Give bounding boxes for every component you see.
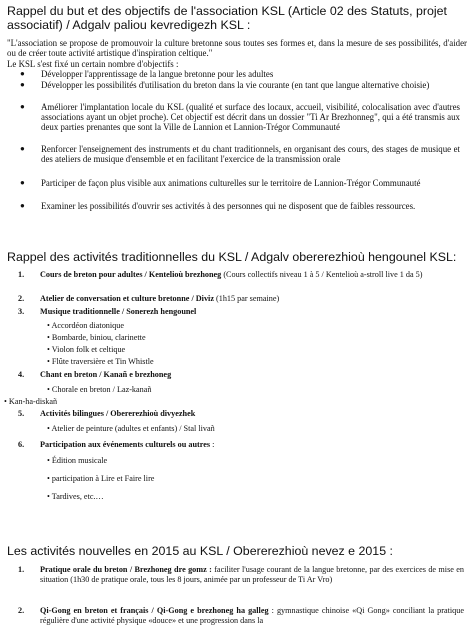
list-item: 2. Qi-Gong en breton et français / Qi-Gong e brezhoneg ha galleg : gymnastique chinoise «Qi Gong» conciliant la pratique régulière d'une activité physique «douce» et une progression dans la	[18, 606, 464, 625]
list-item: ● Examiner les possibilités d'ouvrir ses activités à des personnes qui ne disposent que de faibles ressources.	[20, 201, 416, 211]
list-item: 2. Atelier de conversation et culture bretonne / Diviz (1h15 par semaine)	[18, 294, 280, 303]
bullet-icon: ●	[20, 178, 25, 187]
list-item: • Tardives, etc.…	[47, 492, 104, 501]
intro-quote: "L'association se propose de promouvoir la culture bretonne sous toutes ses formes et, dans la mesure de ses possibilités, d'aider ou de créer toute activité artistique d'inspiration celtique."	[7, 38, 467, 58]
bullet-icon: ●	[20, 80, 25, 89]
objectives-lead: Le KSL s'est fixé un certain nombre d'objectifs :	[7, 59, 179, 69]
section-title-new-activities: Les activités nouvelles en 2015 au KSL / Obererezhioù nevez e 2015 :	[7, 544, 393, 558]
list-item: • Chorale en breton / Laz-kanañ	[47, 385, 152, 394]
bullet-icon: ●	[20, 102, 25, 111]
list-item: 3. Musique traditionnelle / Sonerezh hengounel	[18, 307, 197, 316]
list-item: 4. Chant en breton / Kanañ e brezhoneg	[18, 370, 172, 379]
list-item: • Bombarde, biniou, clarinette	[47, 333, 146, 342]
list-item: • Accordéon diatonique	[47, 321, 124, 330]
list-item: ● Développer les possibilités d'utilisation du breton dans la vie courante (en tant que langue alternative choisie)	[20, 80, 430, 90]
list-item: 1. Cours de breton pour adultes / Kentelioù brezhoneg (Cours collectifs niveau 1 à 5 / Kentelioù a-stroll live 1 da 5)	[18, 270, 423, 279]
list-item: ● Développer l'apprentissage de la langue bretonne pour les adultes	[20, 69, 274, 79]
list-item: • participation à Lire et Faire lire	[47, 474, 155, 483]
list-item: • Édition musicale	[47, 456, 108, 465]
list-item: 5. Activités bilingues / Obererezhioù divyezhek	[18, 409, 196, 418]
section-title-objectives: Rappel du but et des objectifs de l'association KSL (Article 02 des Statuts, projet associatif) / Adgalv paliou kevredigezh KSL :	[7, 4, 447, 32]
bullet-icon: ●	[20, 144, 25, 153]
list-item: • Atelier de peinture (adultes et enfants) / Stal livañ	[47, 424, 215, 433]
bullet-icon: ●	[20, 201, 25, 210]
list-item: ● Améliorer l'implantation locale du KSL (qualité et surface des locaux, accueil, visibilité, colocalisation avec d'autres associations ayant un objet proche). Cet objectif est décrit dans un dossier "Ti Ar Brezhonneg", qui a été transmis aux deux parties prenantes que sont la Ville de Lannion et Lannion-Trégor Communauté	[20, 102, 460, 132]
list-item: ● Renforcer l'enseignement des instruments et du chant traditionnels, en organisant des cours, des stages de musique et des ateliers de musique d'ensemble et en facilitant l'exercice de la transmission orale	[20, 144, 460, 164]
list-item: ● Participer de façon plus visible aux animations culturelles sur le territoire de Lannion-Trégor Communauté	[20, 178, 421, 188]
bullet-icon: ●	[20, 69, 25, 78]
list-item: 6. Participation aux événements culturels ou autres :	[18, 440, 215, 449]
list-item: • Violon folk et celtique	[47, 345, 126, 354]
section-title-traditional-activities: Rappel des activités traditionnelles du KSL / Adgalv obererezhioù hengounel KSL:	[7, 250, 457, 264]
list-item: • Flûte traversière et Tin Whistle	[47, 357, 154, 366]
list-item: • Kan-ha-diskañ	[4, 397, 58, 406]
list-item: 1. Pratique orale du breton / Brezhoneg dre gomz : faciliter l'usage courant de la langue bretonne, par des exercices de mise en situation (1h30 de pratique orale, tous les 8 jours, animée par un professeur de Ti Ar Vro)	[18, 565, 464, 584]
